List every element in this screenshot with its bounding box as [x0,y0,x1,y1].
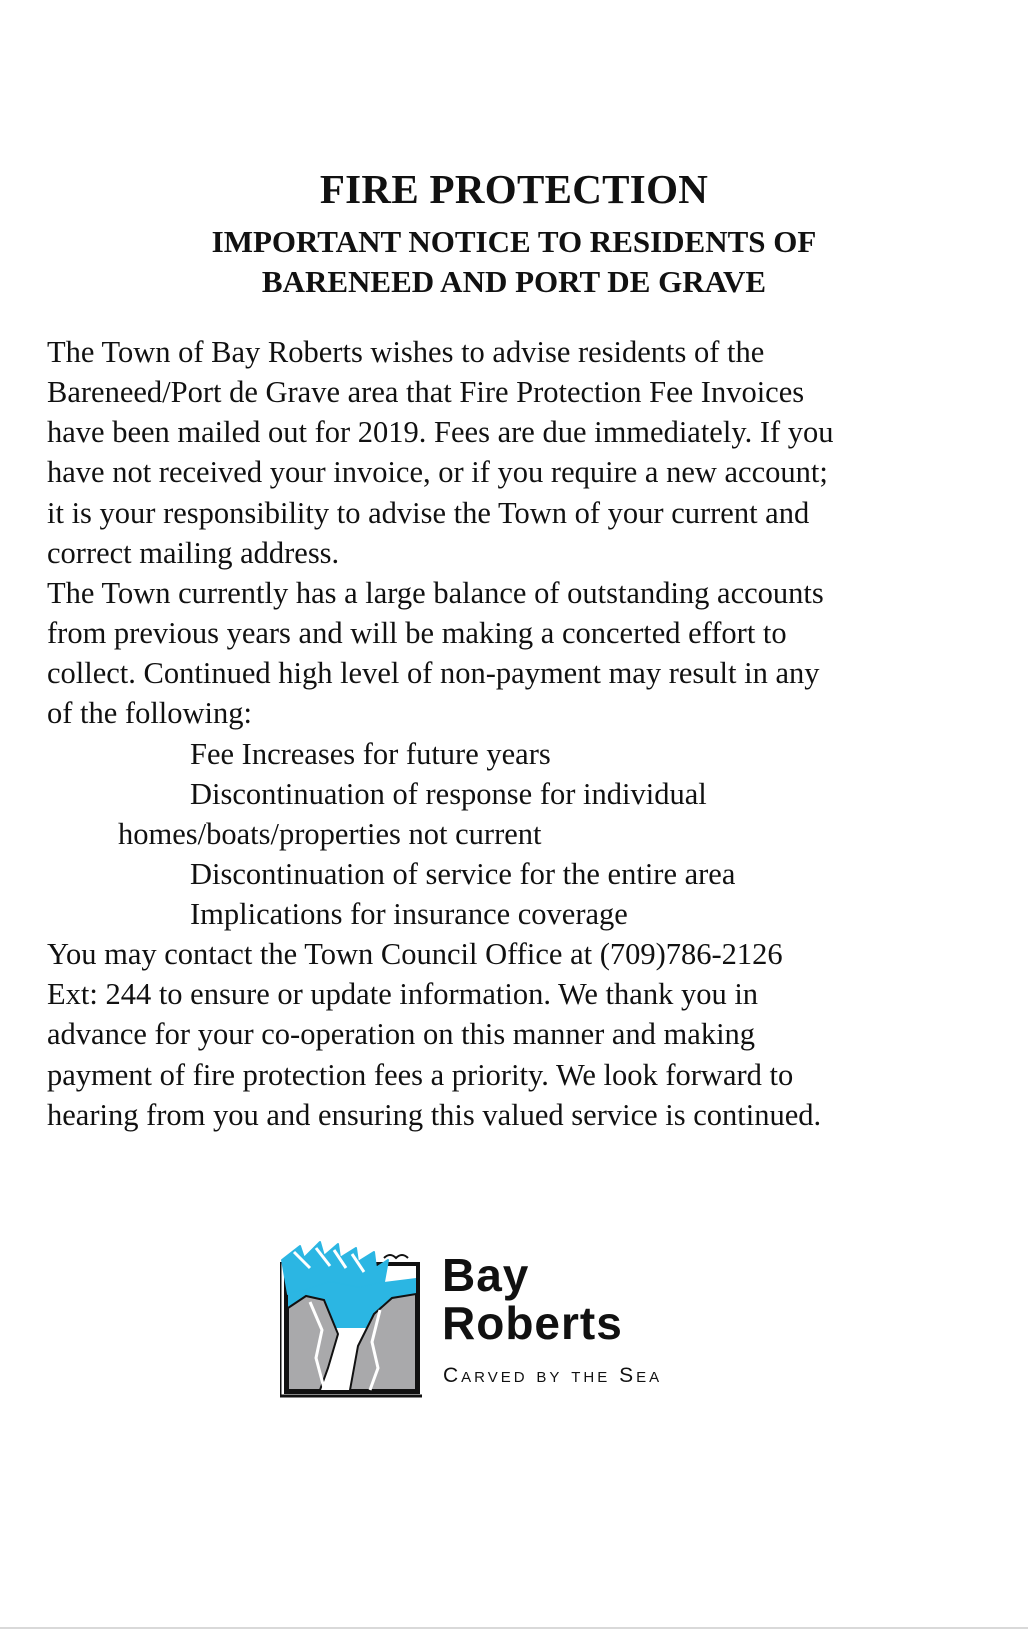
notice-subtitle-line1: IMPORTANT NOTICE TO RESIDENTS OF [211,224,817,259]
body-line: it is your responsibility to advise the Town of your current and [47,496,810,530]
body-line: have been mailed out for 2019. Fees are due immediately. If you [47,415,834,449]
body-line: from previous years and will be making a concerted effort to [47,616,787,650]
body-line: have not received your invoice, or if you require a new account; [47,455,828,489]
closing-line: payment of fire protection fees a priority. We look forward to [47,1058,794,1092]
body-line: The Town of Bay Roberts wishes to advise residents of the [47,335,765,369]
bay-roberts-logo [280,1238,760,1398]
list-item: Implications for insurance coverage [190,897,628,931]
closing-line: hearing from you and ensuring this valued service is continued. [47,1098,822,1132]
logo-name-line2: Roberts [442,1297,623,1349]
closing-line: Ext: 244 to ensure or update information. We thank you in [47,977,759,1011]
closing-line: advance for your co-operation on this manner and making [47,1017,756,1051]
body-line: collect. Continued high level of non-payment may result in any [47,656,820,690]
list-item: Fee Increases for future years [190,737,551,771]
notice-subtitle-line2: BARENEED AND PORT DE GRAVE [261,264,767,299]
logo-tagline: Carved by the Sea [443,1364,663,1387]
list-item: Discontinuation of service for the entire area [190,857,736,891]
body-line: correct mailing address. [47,536,340,570]
coastal-cliff-icon [280,1238,430,1398]
list-item: Discontinuation of response for individual [190,777,707,811]
closing-line: You may contact the Town Council Office at (709)786-2126 [47,937,783,971]
body-line: of the following: [47,696,252,730]
notice-title: FIRE PROTECTION [319,166,709,212]
body-line: Bareneed/Port de Grave area that Fire Protection Fee Invoices [47,375,805,409]
page-bottom-divider [0,1627,1028,1629]
body-line: The Town currently has a large balance of outstanding accounts [47,576,824,610]
list-item: homes/boats/properties not current [118,817,542,851]
logo-name-line1: Bay [442,1249,530,1301]
